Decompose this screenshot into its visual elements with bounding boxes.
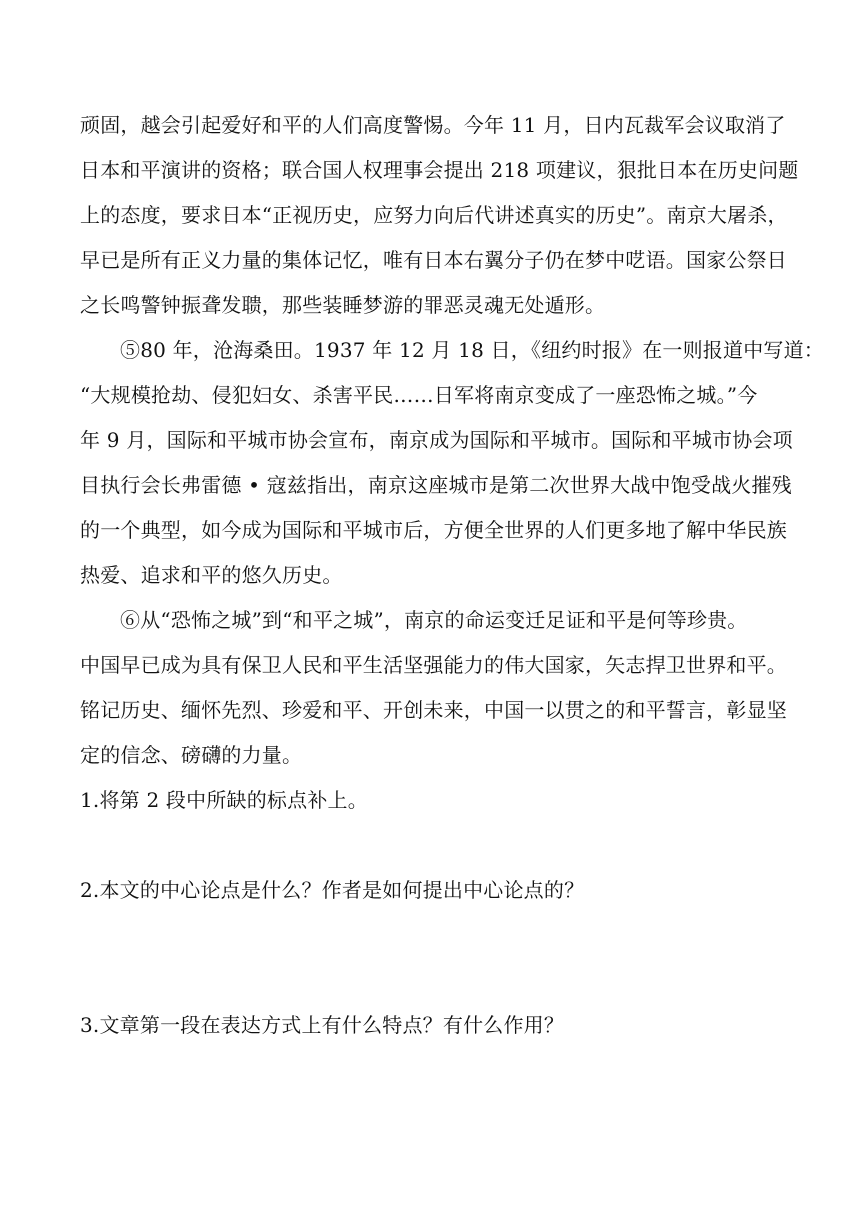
text-line: 铭记历史、缅怀先烈、珍爱和平、开创未来，中国一以贯之的和平誓言，彰显坚 xyxy=(80,698,787,722)
text-line: 上的态度，要求日本“正视历史，应努力向后代讲述真实的历史”。南京大屠杀， xyxy=(80,203,788,227)
text-line: ⑥从“恐怖之城”到“和平之城”，南京的命运变迁足证和平是何等珍贵。 xyxy=(120,608,748,632)
text-line: 的一个典型，如今成为国际和平城市后，方便全世界的人们更多地了解中华民族 xyxy=(80,518,787,542)
text-line: 热爱、追求和平的悠久历史。 xyxy=(80,563,343,587)
text-line: 定的信念、磅礴的力量。 xyxy=(80,743,303,767)
text-line: 年 9 月，国际和平城市协会宣布，南京成为国际和平城市。国际和平城市协会项 xyxy=(80,428,793,452)
question-1: 1.将第 2 段中所缺的标点补上。 xyxy=(80,788,368,812)
text-line: 目执行会长弗雷德 • 寇兹指出，南京这座城市是第二次世界大战中饱受战火摧残 xyxy=(80,473,792,497)
text-line: 之长鸣警钟振聋发聩，那些装睡梦游的罪恶灵魂无处遁形。 xyxy=(80,293,606,317)
text-line: 日本和平演讲的资格；联合国人权理事会提出 218 项建议，狠批日本在历史问题 xyxy=(80,158,799,182)
question-2: 2.本文的中心论点是什么？作者是如何提出中心论点的？ xyxy=(80,878,585,902)
text-line: 早已是所有正义力量的集体记忆，唯有日本右翼分子仍在梦中呓语。国家公祭日 xyxy=(80,248,787,272)
text-line: 顽固，越会引起爱好和平的人们高度警惕。今年 11 月，日内瓦裁军会议取消了 xyxy=(80,113,786,137)
question-3: 3.文章第一段在表达方式上有什么特点？有什么作用？ xyxy=(80,1013,565,1037)
text-line: “大规模抢劫、侵犯妇女、杀害平民……日军将南京变成了一座恐怖之城。”今 xyxy=(80,383,758,407)
text-line: 中国早已成为具有保卫人民和平生活坚强能力的伟大国家，矢志捍卫世界和平。 xyxy=(80,653,787,677)
text-line: ⑤80 年，沧海桑田。1937 年 12 月 18 日，《纽约时报》在一则报道中写道： xyxy=(120,338,824,362)
